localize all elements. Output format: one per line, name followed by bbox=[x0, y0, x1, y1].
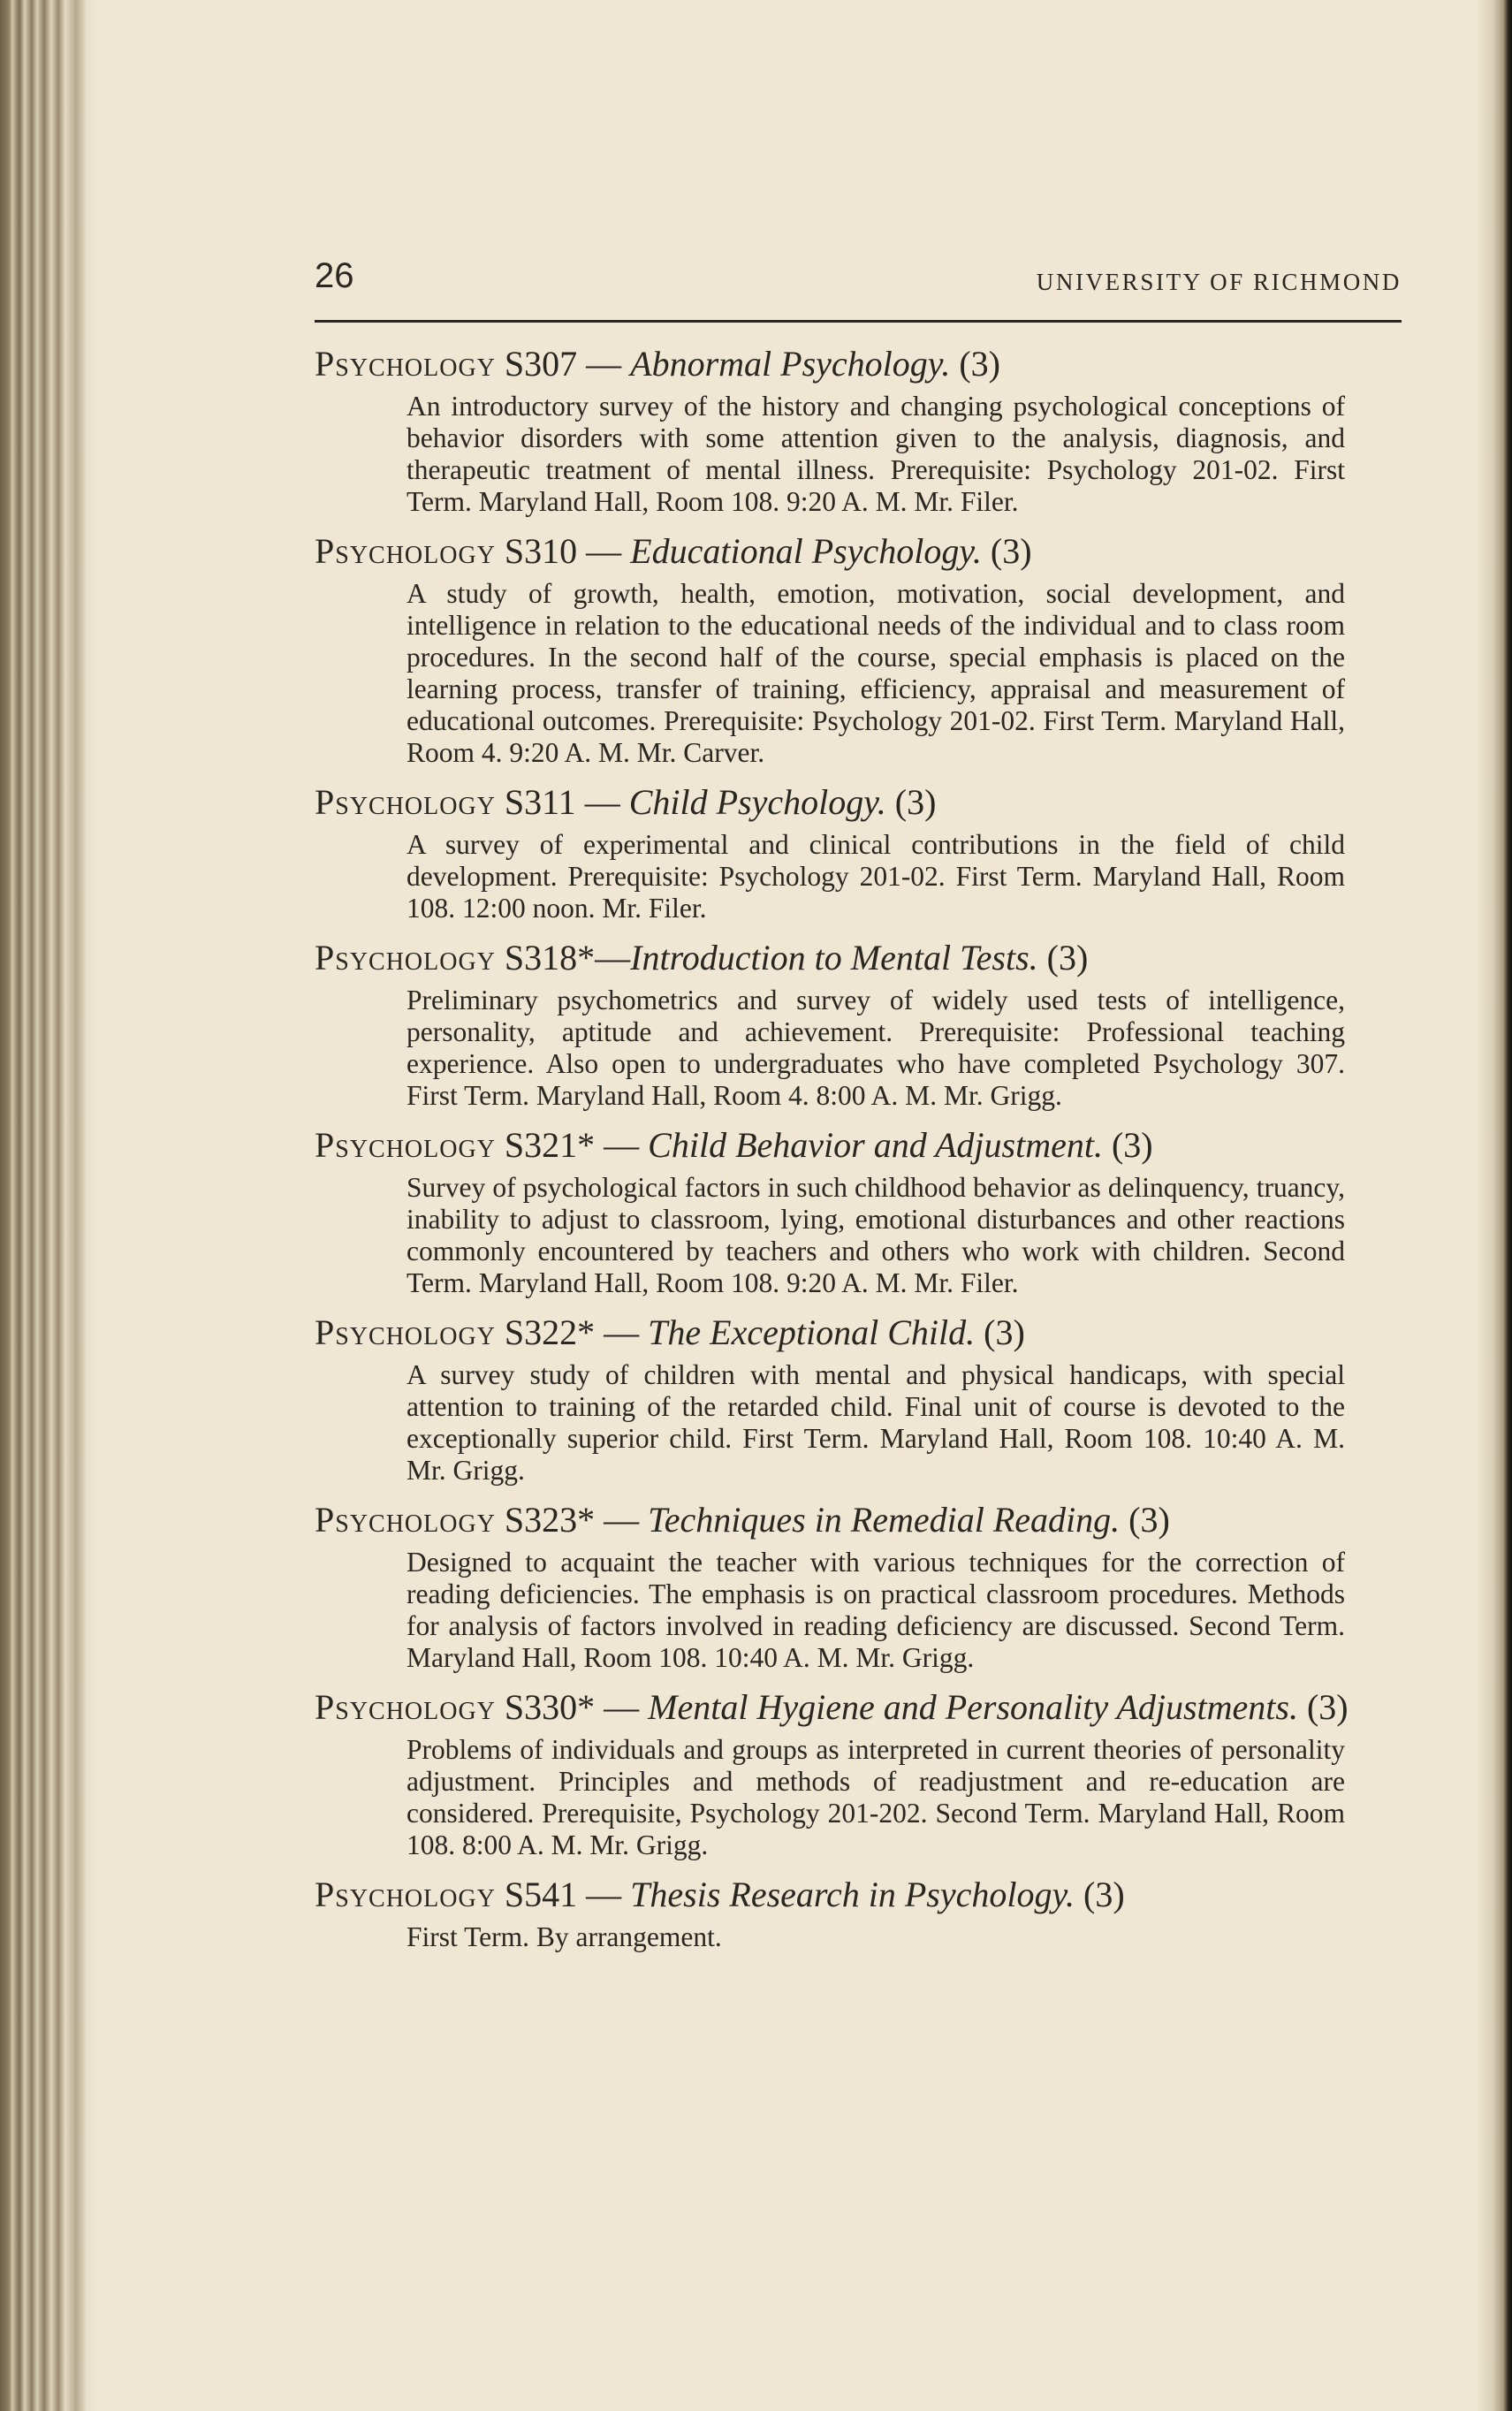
course-credits: (3) bbox=[1128, 1500, 1170, 1540]
course-entry-s310 bbox=[315, 530, 1402, 769]
course-title: Child Behavior and Adjustment. bbox=[648, 1125, 1103, 1165]
course-department: Psychology bbox=[315, 938, 496, 977]
course-separator: — bbox=[577, 1875, 631, 1914]
course-description: A study of growth, health, emotion, motivation, social development, and intelligence in relation to the educational needs of the individual and to class room procedures. In the second half of the course, special emphasis is placed on the learning process, transfer of training, efficiency, appraisal and measurement of educational outcomes. Prerequisite: Psychology 201-02. First Term. Maryland Hall, Room 4. 9:20 A. M. Mr. Carver. bbox=[406, 578, 1345, 768]
course-department: Psychology bbox=[315, 782, 496, 822]
course-department: Psychology bbox=[315, 531, 496, 571]
course-description: Designed to acquaint the teacher with various techniques for the correction of reading deficiencies. The emphasis is on practical classroom procedures. Methods for analysis of factors involved in reading deficiency are discussed. Second Term. Maryland Hall, Room 108. 10:40 A. M. Mr. Grigg. bbox=[406, 1547, 1345, 1673]
course-heading bbox=[315, 1686, 1402, 1729]
course-description: An introductory survey of the history and changing psychological conceptions of behavior disorders with some attention given to the analysis, diagnosis, and therapeutic treatment of mental illness. Prerequisite: Psychology 201-02. First Term. Maryland Hall, Room 108. 9:20 A. M. Mr. Filer. bbox=[406, 391, 1345, 517]
course-credits: (3) bbox=[1306, 1687, 1349, 1727]
course-description: A survey study of children with mental and physical handicaps, with special attention to training of the retarded child. Final unit of course is devoted to the exceptionally superior child. First Term. Maryland Hall, Room 108. 10:40 A. M. Mr. Grigg. bbox=[406, 1359, 1345, 1486]
course-list bbox=[315, 343, 1402, 1966]
course-entry-s311 bbox=[315, 781, 1402, 924]
course-entry-s330 bbox=[315, 1686, 1402, 1861]
course-separator: — bbox=[575, 782, 629, 822]
course-number: S311 bbox=[504, 782, 576, 822]
course-number: S330* bbox=[504, 1687, 596, 1727]
course-department: Psychology bbox=[315, 1500, 496, 1540]
course-credits: (3) bbox=[990, 531, 1032, 571]
course-entry-s321 bbox=[315, 1124, 1402, 1299]
course-description: Survey of psychological factors in such childhood behavior as delinquency, truancy, inability to adjust to classroom, lying, emotional disturbances and other reactions commonly encountered by teachers and others who work with children. Second Term. Maryland Hall, Room 108. 9:20 A. M. Mr. Filer. bbox=[406, 1172, 1345, 1298]
course-heading bbox=[315, 343, 1402, 385]
course-description: First Term. By arrangement. bbox=[406, 1921, 722, 1952]
course-number: S321* bbox=[504, 1125, 596, 1165]
course-heading bbox=[315, 1124, 1402, 1167]
course-number: S323* bbox=[504, 1500, 596, 1540]
course-description: Problems of individuals and groups as interpreted in current theories of personality adjustment. Principles and methods of readjustment and re-education are considered. Prerequisite, Psychology 201-202. Second Term. Maryland Hall, Room 108. 8:00 A. M. Mr. Grigg. bbox=[406, 1734, 1345, 1860]
course-heading bbox=[315, 1312, 1402, 1354]
course-credits: (3) bbox=[894, 782, 937, 822]
course-entry-s318 bbox=[315, 937, 1402, 1112]
course-number: S307 bbox=[504, 344, 578, 384]
running-head: UNIVERSITY OF RICHMOND bbox=[1036, 269, 1402, 295]
course-department: Psychology bbox=[315, 344, 496, 384]
course-credits: (3) bbox=[984, 1312, 1025, 1352]
course-separator: — bbox=[577, 531, 631, 571]
course-separator: — bbox=[595, 1125, 649, 1165]
catalog-page bbox=[315, 0, 1402, 2411]
course-separator: — bbox=[595, 1500, 649, 1540]
course-separator: — bbox=[595, 938, 631, 977]
course-number: S310 bbox=[504, 531, 578, 571]
course-heading bbox=[315, 937, 1402, 979]
course-number: S541 bbox=[504, 1875, 578, 1914]
course-department: Psychology bbox=[315, 1875, 496, 1914]
course-entry-s322 bbox=[315, 1312, 1402, 1487]
course-title: Educational Psychology. bbox=[630, 531, 982, 571]
course-heading bbox=[315, 1874, 1402, 1916]
page-header bbox=[315, 256, 1402, 300]
course-separator: — bbox=[595, 1312, 649, 1352]
course-credits: (3) bbox=[1111, 1125, 1153, 1165]
course-entry-s307 bbox=[315, 343, 1402, 518]
course-credits: (3) bbox=[1083, 1875, 1125, 1914]
course-title: The Exceptional Child. bbox=[648, 1312, 976, 1352]
page-right-edge bbox=[1477, 0, 1512, 2411]
page-number: 26 bbox=[315, 256, 354, 295]
header-rule bbox=[315, 320, 1402, 323]
course-heading bbox=[315, 781, 1402, 824]
course-title: Introduction to Mental Tests. bbox=[630, 938, 1038, 977]
course-department: Psychology bbox=[315, 1312, 496, 1352]
course-credits: (3) bbox=[1046, 938, 1089, 977]
course-description: A survey of experimental and clinical contributions in the field of child development. Prerequisite: Psychology 201-02. First Term. Maryland Hall, Room 108. 12:00 noon. Mr. Filer. bbox=[406, 829, 1345, 924]
course-title: Thesis Research in Psychology. bbox=[630, 1875, 1075, 1914]
course-department: Psychology bbox=[315, 1125, 496, 1165]
course-heading bbox=[315, 530, 1402, 573]
course-separator: — bbox=[577, 344, 631, 384]
book-spine-edge bbox=[0, 0, 99, 2411]
course-description: Preliminary psychometrics and survey of widely used tests of intelligence, personality, aptitude and achievement. Prerequisite: Professional teaching experience. Also open to undergraduates who have completed Psychology 307. First Term. Maryland Hall, Room 4. 8:00 A. M. Mr. Grigg. bbox=[406, 985, 1345, 1111]
course-heading bbox=[315, 1499, 1402, 1541]
course-separator: — bbox=[595, 1687, 649, 1727]
course-credits: (3) bbox=[959, 344, 1000, 384]
course-title: Mental Hygiene and Personality Adjustments. bbox=[648, 1687, 1298, 1727]
course-entry-s323 bbox=[315, 1499, 1402, 1674]
course-entry-s541 bbox=[315, 1874, 1402, 1953]
course-title: Abnormal Psychology. bbox=[630, 344, 951, 384]
course-number: S318* bbox=[504, 938, 596, 977]
course-title: Child Psychology. bbox=[628, 782, 886, 822]
course-department: Psychology bbox=[315, 1687, 496, 1727]
course-title: Techniques in Remedial Reading. bbox=[648, 1500, 1121, 1540]
course-number: S322* bbox=[504, 1312, 596, 1352]
